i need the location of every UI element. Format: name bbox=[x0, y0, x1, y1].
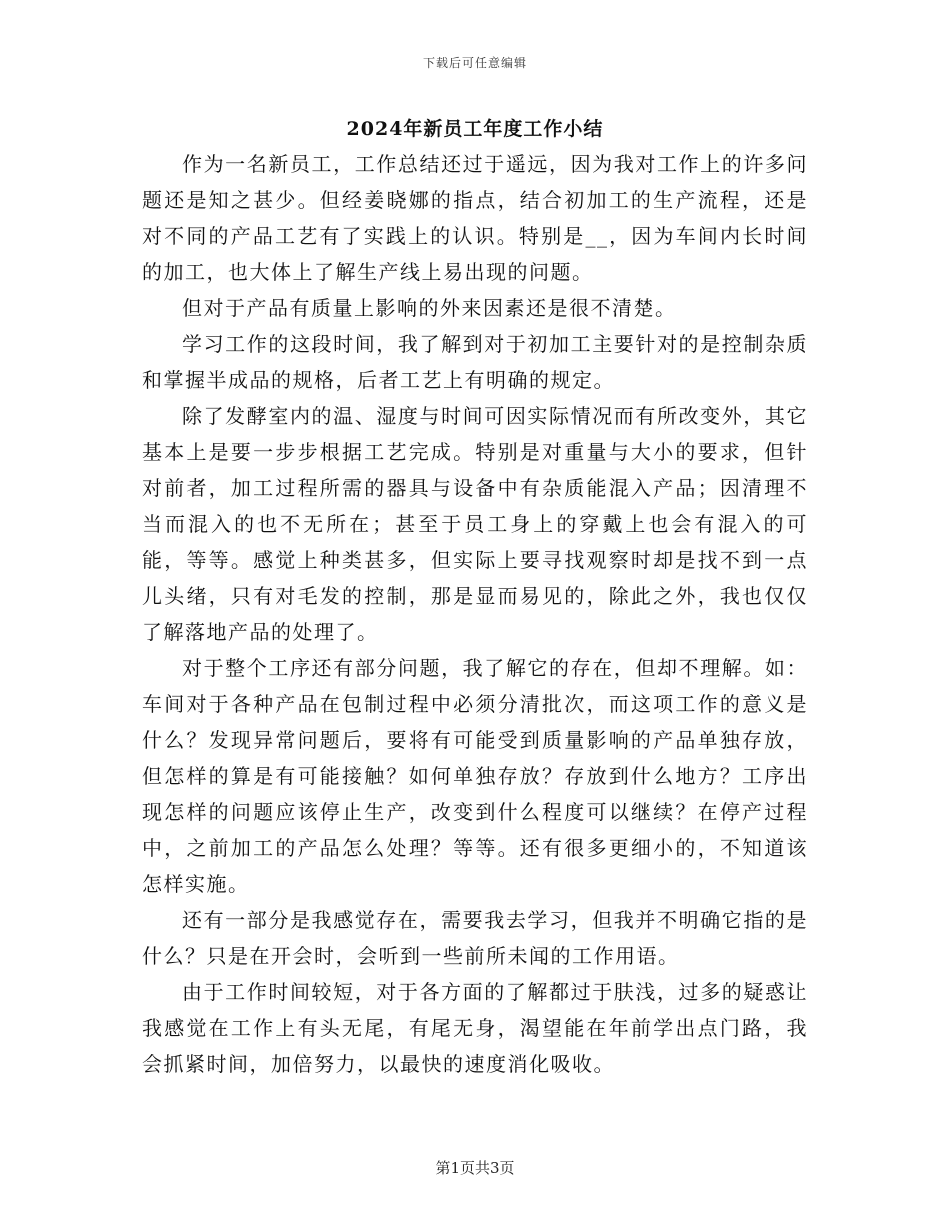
paragraph: 作为一名新员工，工作总结还过于遥远，因为我对工作上的许多问题还是知之甚少。但经姜晓娜的指点，结合初加工的生产流程，还是对不同的产品工艺有了实践上的认识。特别是__，因为车间内长时间的加工，也大体上了解生产线上易出现的问题。 bbox=[142, 152, 808, 284]
paragraph: 还有一部分是我感觉存在，需要我去学习，但我并不明确它指的是什么？只是在开会时，会听到一些前所未闻的工作用语。 bbox=[142, 908, 808, 968]
paragraph: 对于整个工序还有部分问题，我了解它的存在，但却不理解。如：车间对于各种产品在包制过程中必须分清批次，而这项工作的意义是什么？发现异常问题后，要将有可能受到质量影响的产品单独存放，但怎样的算是有可能接触？如何单独存放？存放到什么地方？工序出现怎样的问题应该停止生产，改变到什么程度可以继续？在停产过程中，之前加工的产品怎么处理？等等。还有很多更细小的，不知道该怎样实施。 bbox=[142, 656, 808, 896]
paragraph: 由于工作时间较短，对于各方面的了解都过于肤浅，过多的疑惑让我感觉在工作上有头无尾，有尾无身，渴望能在年前学出点门路，我会抓紧时间，加倍努力，以最快的速度消化吸收。 bbox=[142, 980, 808, 1076]
paragraph: 除了发酵室内的温、湿度与时间可因实际情况而有所改变外，其它基本上是要一步步根据工艺完成。特别是对重量与大小的要求，但针对前者，加工过程所需的器具与设备中有杂质能混入产品；因清理不当而混入的也不无所在；甚至于员工身上的穿戴上也会有混入的可能，等等。感觉上种类甚多，但实际上要寻找观察时却是找不到一点儿头绪，只有对毛发的控制，那是显而易见的，除此之外，我也仅仅了解落地产品的处理了。 bbox=[142, 404, 808, 644]
paragraph: 但对于产品有质量上影响的外来因素还是很不清楚。 bbox=[182, 296, 677, 320]
document-title: 2024年新员工年度工作小结 bbox=[346, 118, 604, 140]
header-note: 下载后可任意编辑 bbox=[422, 56, 527, 70]
paragraph: 学习工作的这段时间，我了解到对于初加工主要针对的是控制杂质和掌握半成品的规格，后者工艺上有明确的规定。 bbox=[142, 332, 808, 392]
page-indicator: 第1页共3页 bbox=[435, 1159, 515, 1177]
document-body bbox=[142, 146, 808, 1082]
